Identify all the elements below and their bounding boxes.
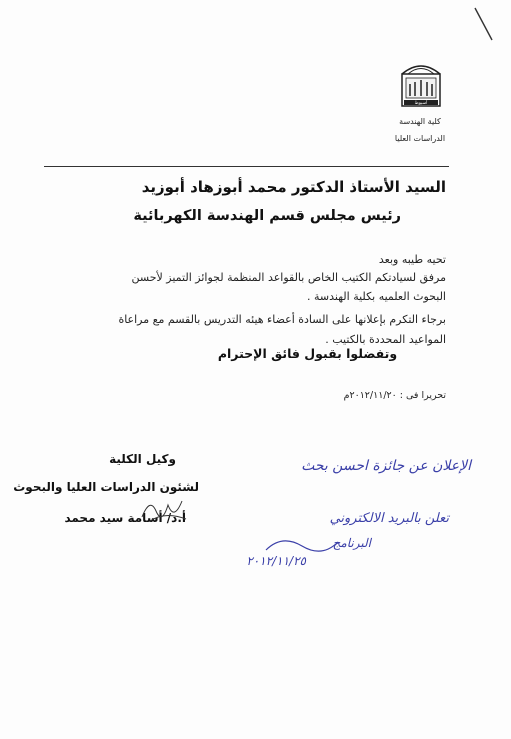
addressee-title: رئيس مجلس قسم الهندسة الكهربائية	[133, 208, 401, 224]
signatory-department: لشئون الدراسات العليا والبحوث	[13, 480, 199, 494]
faculty-name: كلية الهندسة	[399, 117, 441, 126]
department-name: الدراسات العليا	[394, 134, 446, 143]
paragraph1-line1: مرفق لسيادتكم الكتيب الخاص بالقواعد المنظمة لجوائز التميز لأحسن	[131, 271, 446, 284]
issue-date: تحريرا فى : ٢٠١٢/١١/٢٠م	[343, 390, 446, 401]
pen-stroke-mark	[470, 4, 500, 44]
paragraph1-line2: البحوث العلميه بكلية الهندسة .	[307, 290, 446, 303]
handwritten-date: ٢٠١٢/١١/٢٥	[246, 554, 306, 568]
signature-scribble	[140, 493, 190, 528]
closing-phrase: وتفضلوا بقبول فائق الإحترام	[217, 346, 398, 361]
addressee-name: السيد الأستاذ الدكتور محمد أبوزهاد أبوزيد	[141, 178, 446, 196]
header-divider	[44, 166, 449, 167]
signatory-title: وكيل الكلية	[109, 452, 176, 466]
handwritten-note-1: الإعلان عن جائزة احسن بحث	[301, 458, 471, 474]
university-logo	[396, 60, 446, 110]
logo-text: أسيوط	[414, 101, 428, 107]
greeting: تحيه طيبه وبعد	[378, 253, 446, 266]
handwritten-note-3: البرنامج	[332, 536, 371, 550]
signatory-name: أ.د/ أسامة سيد محمد	[64, 511, 186, 525]
handwritten-note-2: تعلن بالبريد الالكتروني	[329, 511, 449, 526]
paragraph2-line1: برجاء التكرم بإعلانها على السادة أعضاء هيئه التدريس بالقسم مع مراعاة	[118, 313, 446, 326]
handwritten-flourish	[262, 532, 342, 562]
paragraph2-line2: المواعيد المحددة بالكتيب .	[325, 333, 446, 346]
